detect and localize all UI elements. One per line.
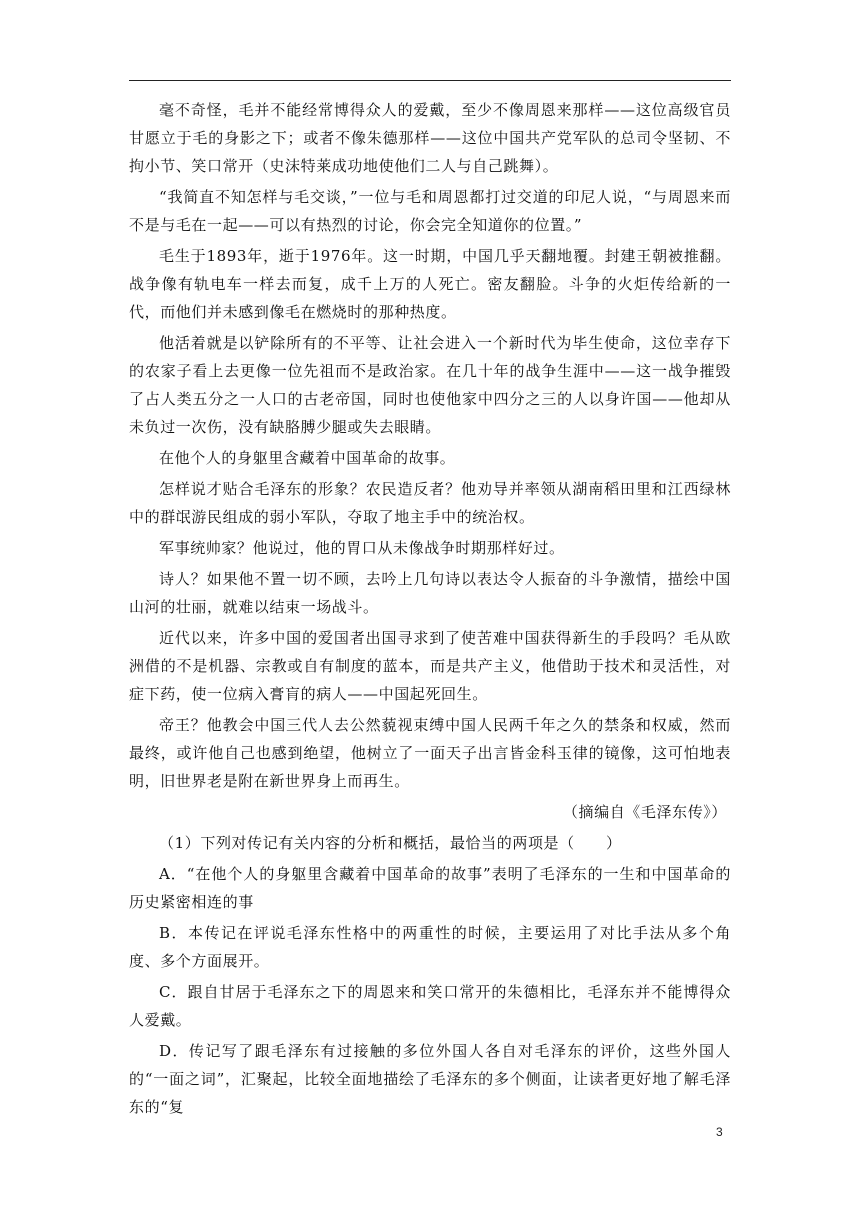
page-number: 3 bbox=[716, 1125, 723, 1139]
body-paragraph-2: “我简直不知怎样与毛交谈，”一位与毛和周恩都打过交道的印尼人说，“与周恩来而不是与毛在一起——可以有热烈的讨论，你会完全知道你的位置。” bbox=[129, 188, 731, 234]
body-paragraph-7: 军事统帅家？他说过，他的胃口从未像战争时期那样好过。 bbox=[159, 539, 565, 557]
option-b: B．本传记在评说毛泽东性格中的两重性的时候，主要运用了对比手法从多个角度、多个方面展开。 bbox=[129, 924, 731, 970]
body-paragraph-9: 近代以来，许多中国的爱国者出国寻求到了使苦难中国获得新生的手段吗？毛从欧洲借的不是机器、宗教或自有制度的蓝本，而是共产主义，他借助于技术和灵活性，对症下药，使一位病入膏肓的病人——中国起死回生。 bbox=[129, 629, 731, 703]
body-paragraph-4: 他活着就是以铲除所有的不平等、让社会进入一个新时代为毕生使命，这位幸存下的农家子看上去更像一位先祖而不是政治家。在几十年的战争生涯中——这一战争摧毁了占人类五分之一人口的古老帝国，同时也使他家中四分之三的人以身许国——他却从未负过一次伤，没有缺胳膊少腿或失去眼睛。 bbox=[129, 334, 731, 436]
question-stem: （1）下列对传记有关内容的分析和概括，最恰当的两项是（ ） bbox=[159, 834, 622, 852]
option-c: C．跟自甘居于毛泽东之下的周恩来和笑口常开的朱德相比，毛泽东并不能博得众人爱戴。 bbox=[129, 983, 731, 1029]
body-paragraph-3: 毛生于1893年，逝于1976年。这一时期，中国几乎天翻地覆。封建王朝被推翻。战争像有轨电车一样去而复，成千上万的人死亡。密友翻脸。斗争的火炬传给新的一代，而他们并未感到像毛在燃烧时的那种热度。 bbox=[129, 247, 731, 321]
document-body bbox=[129, 96, 731, 1124]
body-paragraph-10: 帝王？他教会中国三代人去公然藐视束缚中国人民两千年之久的禁条和权威，然而最终，或许他自己也感到绝望，他树立了一面天子出言皆金科玉律的镜像，这可怕地表明，旧世界老是附在新世界身上而再生。 bbox=[129, 716, 731, 790]
body-paragraph-5: 在他个人的身躯里含藏着中国革命的故事。 bbox=[159, 449, 456, 467]
header-rule bbox=[129, 80, 731, 81]
option-a: A．“在他个人的身躯里含藏着中国革命的故事”表明了毛泽东的一生和中国革命的历史紧密相连的事 bbox=[129, 865, 731, 911]
body-paragraph-6: 怎样说才贴合毛泽东的形象？农民造反者？他劝导并率领从湖南稻田里和江西绿林中的群氓游民组成的弱小军队，夺取了地主手中的统治权。 bbox=[129, 480, 731, 526]
body-paragraph-8: 诗人？如果他不置一切不顾，去吟上几句诗以表达令人振奋的斗争激情，描绘中国山河的壮丽，就难以结束一场战斗。 bbox=[129, 570, 731, 616]
body-paragraph-1: 毫不奇怪，毛并不能经常博得众人的爱戴，至少不像周恩来那样——这位高级官员甘愿立于毛的身影之下；或者不像朱德那样——这位中国共产党军队的总司令坚韧、不拘小节、笑口常开（史沫特莱成功地使他们二人与自己跳舞）。 bbox=[129, 101, 731, 175]
option-d: D．传记写了跟毛泽东有过接触的多位外国人各自对毛泽东的评价，这些外国人的“一面之词”，汇聚起，比较全面地描绘了毛泽东的多个侧面，让读者更好地了解毛泽东的“复 bbox=[129, 1042, 731, 1116]
source-citation: （摘编自《毛泽东传》） bbox=[562, 803, 727, 821]
